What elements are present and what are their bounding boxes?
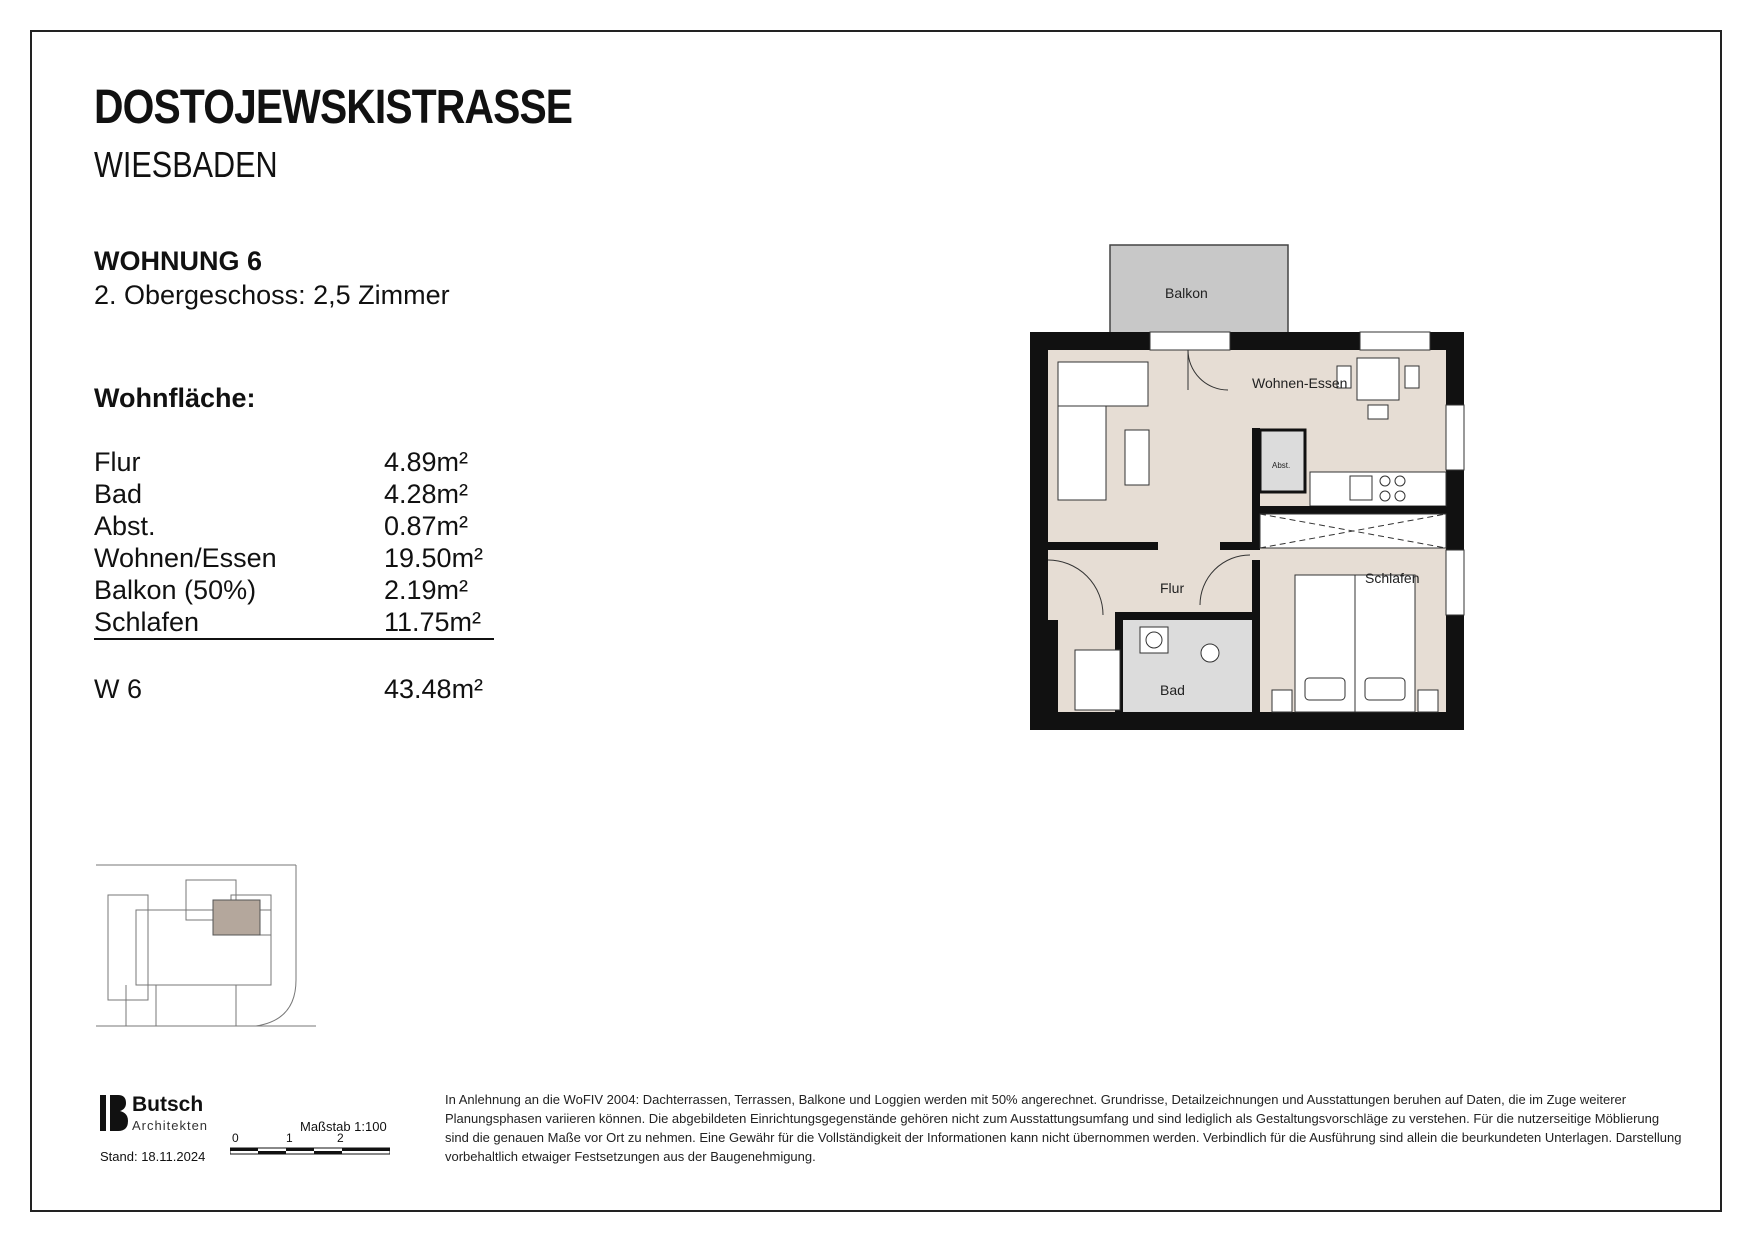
project-city: WIESBADEN [94,144,278,185]
storage-wall [1030,620,1058,730]
area-value: 19.50m² [384,543,484,573]
area-value: 2.19m² [384,575,469,605]
area-name: Flur [94,447,141,477]
area-row [94,574,494,606]
room-label-abst: Abst. [1272,461,1291,470]
scale-tick: 2 [337,1131,344,1145]
area-name: Schlafen [94,607,200,637]
stand-date: Stand: 18.11.2024 [100,1149,206,1164]
interior-wall [1048,542,1158,550]
area-row [94,478,494,510]
scale-tick: 1 [286,1131,293,1145]
logo-subtitle: Architekten [132,1118,209,1133]
shower [1075,650,1120,710]
area-total-row [94,673,483,705]
area-value: 0.87m² [384,511,469,541]
area-name: Bad [94,479,143,509]
sofa [1058,362,1148,406]
area-row [94,542,494,574]
area-name: Wohnen/Essen [94,543,277,573]
area-row [94,446,494,478]
scale-tick: 0 [232,1131,239,1145]
kitchen-counter [1310,472,1446,506]
room-label-schlafen: Schlafen [1365,570,1420,586]
butsch-logo-icon [100,1093,128,1133]
dining-table [1357,358,1399,400]
area-heading: Wohnfläche: [94,383,256,413]
room-label-balkon: Balkon [1165,285,1208,301]
window [1150,332,1230,350]
window [1446,405,1464,470]
room-label-bad: Bad [1160,682,1185,698]
area-row [94,606,494,640]
area-table [94,446,494,640]
project-title: DOSTOJEWSKISTRASSE [94,81,573,134]
interior-wall [1252,560,1260,712]
room-label-flur: Flur [1160,580,1185,596]
floor-plan [1020,240,1550,740]
area-value: 11.75m² [384,607,482,637]
window [1446,550,1464,615]
area-name: Abst. [94,511,156,541]
site-key-plan [96,860,326,1030]
area-value: 4.89m² [384,447,469,477]
unit-floor: 2. Obergeschoss: 2,5 Zimmer [94,280,450,310]
scale-bar [230,1146,390,1156]
area-total-name: W 6 [94,674,143,704]
coffee-table [1125,430,1149,485]
window [1360,332,1430,350]
interior-wall [1120,612,1260,620]
area-name: Balkon (50%) [94,575,257,605]
room-label-wohnen: Wohnen-Essen [1252,375,1348,391]
area-total-value: 43.48m² [384,674,484,704]
unit-highlight [213,900,260,935]
logo-name: Butsch [132,1093,204,1116]
area-row [94,510,494,542]
unit-title: WOHNUNG 6 [94,246,262,276]
disclaimer-text: In Anlehnung an die WoFIV 2004: Dachterrassen, Terrassen, Balkone und Loggien werden mit 50% angerechnet. Grundrisse, Detailzeichnungen und Ausstattungen beruhen auf Daten, die im Zuge weiterer Planungsphasen variieren können. Die abgebildeten Einrichtungsgegenstände gehören nicht zum Ausstattungsumfang und sind lediglich als Gestaltungsvorschläge zu verstehen. Für die nutzerseitige Möblierung sind die genauen Maße vor Ort zu nehmen. Eine Gewähr für die Vollständigkeit der Informationen kann nicht übernommen werden. Verbindlich für die Ausführung sind allein die beurkundeten Unterlagen. Darstellung vorbehaltlich etwaiger Festsetzungen aus der Baugenehmigung. [445,1092,1682,1164]
area-value: 4.28m² [384,479,469,509]
interior-wall [1252,506,1446,514]
scale-label: Maßstab 1:100 [300,1119,387,1134]
